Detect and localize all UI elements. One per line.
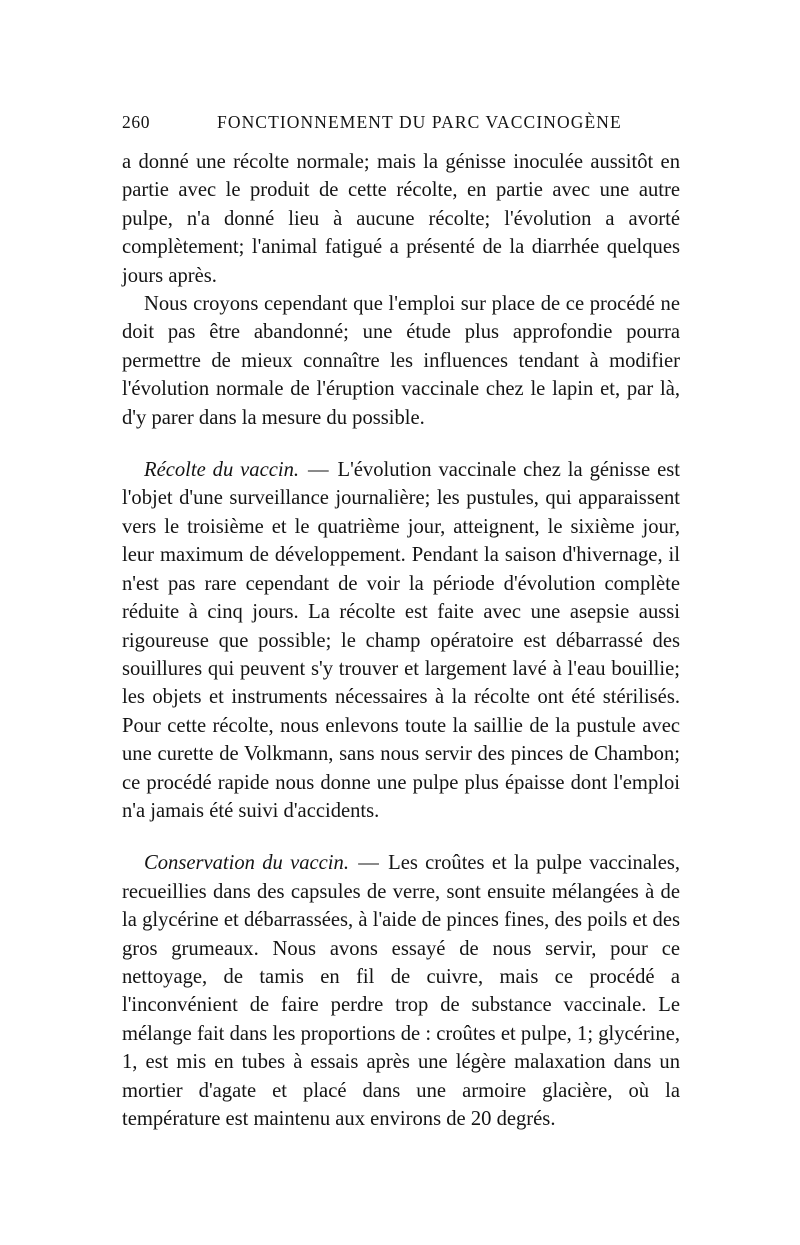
- page-number: 260: [122, 112, 151, 132]
- section-heading: Conservation du vaccin.: [144, 852, 349, 875]
- running-title: FONCTIONNEMENT DU PARC VACCINOGÈNE: [217, 112, 622, 132]
- paragraph-continuation: [122, 148, 680, 290]
- paragraph-text: L'évolution vaccinale chez la génisse est l'objet d'une surveillance journalière; les pustules, qui apparaissent vers le troisième et le quatrième jour, atteignent, le sixième jour, leur maximum de développement. Pendant la saison d'hivernage, il n'est pas rare cependant de voir la période d'évolution complète réduite à cinq jours. La récolte est faite avec une asepsie aussi rigoureuse que possible; le champ opératoire est débarrassé des souillures qui peuvent s'y trouver et largement lavé à l'eau bouillie; les objets et instruments nécessaires à la récolte ont été stérilisés. Pour cette récolte, nous enlevons toute la saillie de la pustule avec une curette de Volkmann, sans nous servir des pinces de Chambon; ce procédé rapide nous donne une pulpe plus épaisse dont l'emploi n'a jamais été suivi d'accidents.: [122, 459, 680, 822]
- book-page: [122, 112, 680, 1133]
- paragraph-text: Les croûtes et la pulpe vaccinales, recueillies dans des capsules de verre, sont ensuite mélangées à de la glycérine et débarrassées, à l'aide de pinces fines, des poils et des gros grumeaux. Nous avons essayé de nous servir, pour ce nettoyage, de tamis en fil de cuivre, mais ce procédé a l'inconvénient de faire perdre trop de substance vaccinale. Le mélange fait dans les proportions de : croûtes et pulpe, 1; glycérine, 1, est mis en tubes à essais après une légère malaxation dans un mortier d'agate et placé dans une armoire glacière, où la température est maintenu aux environs de 20 degrés.: [122, 852, 680, 1130]
- paragraph-text: Nous croyons cependant que l'emploi sur place de ce procédé ne doit pas être abandonné; une étude plus approfondie pourra permettre de mieux connaître les influences tendant à modifier l'évolution normale de l'éruption vaccinale chez le lapin et, par là, d'y parer dans la mesure du possible.: [122, 293, 680, 429]
- section-heading: Récolte du vaccin.: [144, 459, 300, 482]
- paragraph-text: a donné une récolte normale; mais la génisse inoculée aussitôt en partie avec le produit de cette récolte, en partie avec une autre pulpe, n'a donné lieu à aucune récolte; l'évolution a avorté complètement; l'animal fatigué a présenté de la diarrhée quelques jours après.: [122, 151, 680, 287]
- section-recolte-du-vaccin: [122, 456, 680, 825]
- section-conservation-du-vaccin: [122, 849, 680, 1133]
- page-header: [122, 112, 680, 148]
- paragraph-lapin-method: [122, 290, 680, 432]
- em-dash: —: [358, 852, 379, 875]
- em-dash: —: [307, 459, 329, 482]
